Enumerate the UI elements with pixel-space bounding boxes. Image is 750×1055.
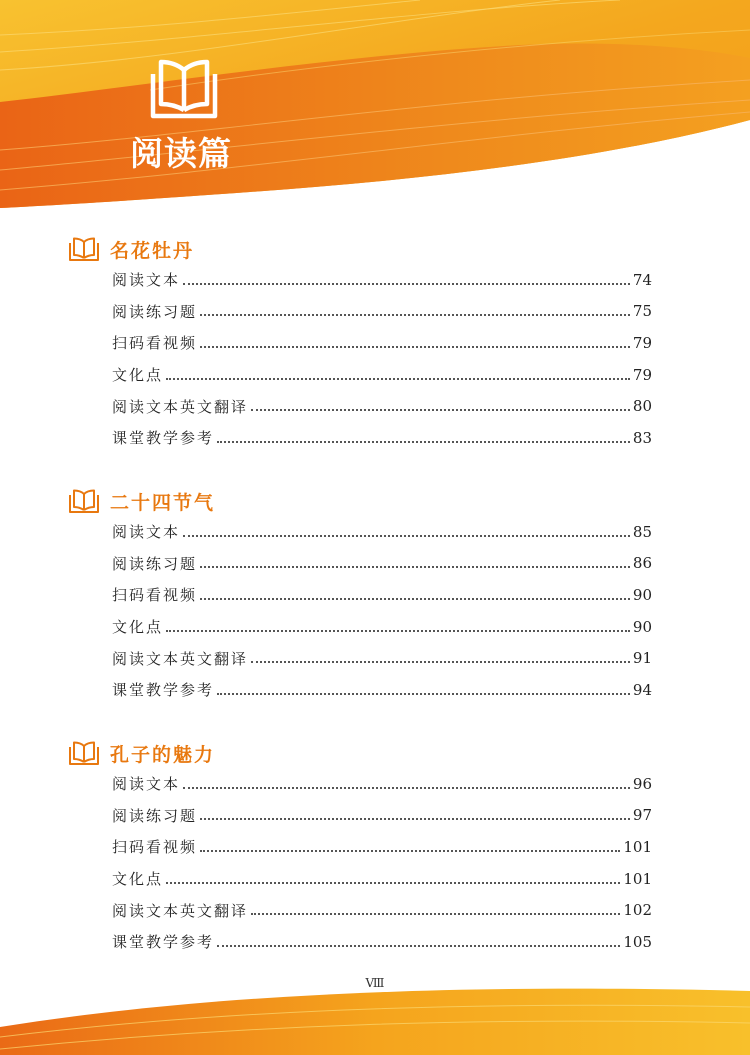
toc-entry-page: 86 <box>632 554 652 573</box>
toc-entry-page: 101 <box>623 869 652 888</box>
toc-entry-label: 文化点 <box>112 870 164 889</box>
toc-entry-page: 90 <box>632 585 652 604</box>
toc-entry[interactable] <box>68 327 652 359</box>
toc-entry-label: 扫码看视频 <box>112 586 198 605</box>
page-title: 阅读篇 <box>130 134 232 173</box>
dot-leader <box>166 378 630 380</box>
toc-entry-label: 阅读练习题 <box>112 302 198 321</box>
toc-entry-page: 75 <box>632 302 652 321</box>
dot-leader <box>200 598 630 600</box>
toc-entry[interactable] <box>68 296 652 328</box>
toc-entry-page: 83 <box>632 428 652 447</box>
dot-leader <box>200 566 630 568</box>
toc-entry-label: 文化点 <box>112 366 164 385</box>
toc-entry[interactable] <box>68 422 652 454</box>
toc-entry-label: 课堂教学参考 <box>112 681 215 700</box>
toc-entry[interactable] <box>68 894 652 926</box>
toc-entry-page: 91 <box>632 649 652 668</box>
toc-entry[interactable] <box>68 579 652 611</box>
toc-entry[interactable] <box>68 390 652 422</box>
section-title: 名花牡丹 <box>110 239 195 262</box>
toc-entry[interactable] <box>68 831 652 863</box>
toc-entry[interactable] <box>68 611 652 643</box>
dot-leader <box>183 283 630 285</box>
toc-entry-label: 文化点 <box>112 618 164 637</box>
toc-entry-page: 105 <box>623 932 652 951</box>
dot-leader <box>217 945 620 947</box>
toc-entry[interactable] <box>68 768 652 800</box>
toc-entry-page: 79 <box>632 333 652 352</box>
toc-entry-page: 101 <box>623 837 652 856</box>
dot-leader <box>183 535 630 537</box>
header-banner <box>0 0 750 215</box>
dot-leader <box>183 787 630 789</box>
toc-entry[interactable] <box>68 674 652 706</box>
dot-leader <box>200 314 630 316</box>
toc-entry[interactable] <box>68 863 652 895</box>
toc-entry[interactable] <box>68 926 652 958</box>
toc-section-1 <box>68 234 652 454</box>
toc-entry-label: 阅读文本英文翻译 <box>112 901 249 920</box>
toc-entry-label: 扫码看视频 <box>112 334 198 353</box>
dot-leader <box>200 346 630 348</box>
toc-entry-page: 102 <box>623 901 652 920</box>
section-title: 二十四节气 <box>110 491 216 514</box>
toc-entry-label: 阅读文本英文翻译 <box>112 649 249 668</box>
toc-entry-page: 97 <box>632 806 652 825</box>
toc-entry[interactable] <box>68 264 652 296</box>
section-header <box>68 738 652 768</box>
toc-entry-label: 阅读练习题 <box>112 806 198 825</box>
dot-leader <box>217 441 630 443</box>
open-book-icon <box>68 488 100 514</box>
toc-entry-label: 阅读文本 <box>112 523 181 542</box>
toc-entry-page: 79 <box>632 365 652 384</box>
section-header <box>68 486 652 516</box>
dot-leader <box>251 409 630 411</box>
toc-entry-page: 74 <box>632 270 652 289</box>
toc-entry-label: 阅读练习题 <box>112 554 198 573</box>
toc-entry-page: 80 <box>632 397 652 416</box>
toc-entry-label: 阅读文本 <box>112 271 181 290</box>
page-number: Ⅷ <box>365 976 385 990</box>
toc-entry-label: 课堂教学参考 <box>112 429 215 448</box>
toc-entry-label: 阅读文本 <box>112 775 181 794</box>
dot-leader <box>251 913 620 915</box>
dot-leader <box>200 850 620 852</box>
toc-entry[interactable] <box>68 516 652 548</box>
dot-leader <box>166 882 620 884</box>
section-header <box>68 234 652 264</box>
toc-entry[interactable] <box>68 800 652 832</box>
dot-leader <box>200 818 630 820</box>
toc-entry-page: 94 <box>632 680 652 699</box>
toc-entry[interactable] <box>68 359 652 391</box>
toc-entry-label: 课堂教学参考 <box>112 933 215 952</box>
toc-entry-label: 扫码看视频 <box>112 838 198 857</box>
open-book-icon <box>68 236 100 262</box>
toc-section-3 <box>68 738 652 958</box>
toc-entry-page: 96 <box>632 774 652 793</box>
footer-wave <box>0 965 750 1055</box>
dot-leader <box>166 630 630 632</box>
toc-entry[interactable] <box>68 548 652 580</box>
toc-section-2 <box>68 486 652 706</box>
dot-leader <box>217 693 630 695</box>
open-book-icon <box>68 740 100 766</box>
toc-entry-page: 90 <box>632 617 652 636</box>
open-book-icon <box>147 56 221 120</box>
toc-entry-label: 阅读文本英文翻译 <box>112 397 249 416</box>
dot-leader <box>251 661 630 663</box>
toc-entry-page: 85 <box>632 522 652 541</box>
section-title: 孔子的魅力 <box>110 743 216 766</box>
toc-entry[interactable] <box>68 642 652 674</box>
